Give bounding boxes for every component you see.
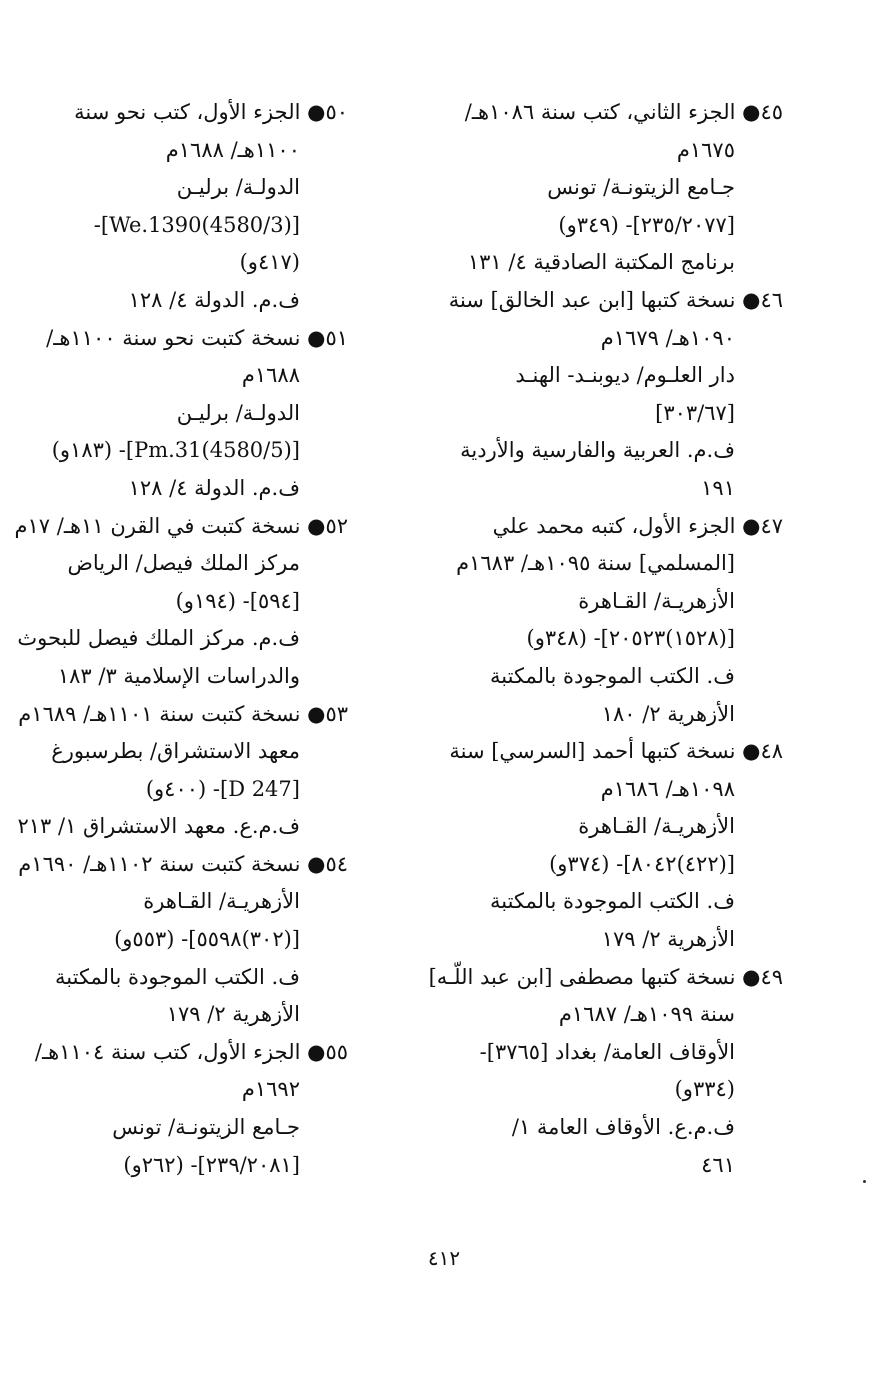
entry-detail-line: دار العلـوم/ ديوبنـد- الهنـد (515, 363, 735, 388)
entry-detail-line: ١٦٧٥م (676, 137, 735, 162)
entry-detail-line: جـامع الزيتونـة/ تونس (112, 1115, 300, 1140)
entry-heading-line: ٤٥● الجزء الثاني، كتب سنة ١٠٨٦هـ/ (464, 100, 783, 124)
entry-detail-line: ف.م. مركز الملك فيصل للبحوث (17, 626, 300, 651)
manuscript-entry (48, 320, 348, 508)
entry-detail-line: [(4580/3)We.1390]- (93, 212, 300, 237)
manuscript-entry (48, 94, 348, 320)
manuscript-entry (14, 508, 348, 696)
entry-heading-line: ٤٨● نسخة كتبها أحمد [السرسي] سنة (449, 739, 783, 764)
entry-detail-line: جـامع الزيتونـة/ تونس (547, 175, 735, 200)
entry-detail-line: سنة ١٠٩٩هـ/ ١٦٨٧م (558, 1002, 735, 1027)
entry-detail-line: ف. الكتب الموجودة بالمكتبة (490, 889, 735, 914)
entry-heading-line: ٥٣● نسخة كتبت سنة ١١٠١هـ/ ١٦٨٩م (18, 701, 348, 726)
manuscript-entry (438, 94, 783, 282)
left-column (14, 94, 348, 1184)
entry-detail-line: ٤٦١ (701, 1152, 735, 1177)
entry-detail-line: الأزهرية ٢/ ١٧٩ (601, 927, 735, 952)
manuscript-entry (438, 733, 783, 959)
entry-detail-line: ١٦٨٨م (241, 363, 300, 388)
entry-detail-line: والدراسات الإسلامية ٣/ ١٨٣ (57, 663, 300, 688)
entry-detail-line: ف.م. العربية والفارسية والأردية (460, 438, 735, 463)
entry-heading-line: ٥١● نسخة كتبت نحو سنة ١١٠٠هـ/ (46, 325, 348, 350)
entry-detail-line: الدولـة/ برليـن (176, 400, 300, 425)
entry-detail-line: ف.م.ع. الأوقاف العامة ١/ (511, 1115, 735, 1140)
entry-detail-line: الأزهريـة/ القـاهرة (578, 588, 735, 613)
entry-detail-line: معهد الاستشراق/ بطرسبورغ (51, 739, 300, 764)
entry-detail-line: الأزهرية ٢/ ١٨٠ (601, 701, 735, 726)
entry-detail-line: [٥٩٤]- (١٩٤و) (175, 588, 300, 613)
entry-detail-line: ف. الكتب الموجودة بالمكتبة (490, 663, 735, 688)
entry-detail-line: ١١٠٠هـ/ ١٦٨٨م (165, 137, 300, 162)
entry-detail-line: [D 247]- (٤٠٠و) (145, 776, 300, 801)
entry-detail-line: [(٣٠٢)٥٥٩٨]- (٥٥٣و) (114, 927, 300, 952)
page-number: ٤١٢ (427, 1246, 461, 1270)
manuscript-entry (34, 1034, 348, 1184)
entry-detail-line: ف.م. الدولة ٤/ ١٢٨ (128, 287, 300, 312)
entry-detail-line: [٢٣٥/٢٠٧٧]- (٣٤٩و) (558, 212, 735, 237)
scan-speck (863, 1180, 866, 1183)
entry-heading-line: ٤٧● الجزء الأول، كتبه محمد علي (492, 513, 783, 538)
entry-detail-line: [٣٠٣/٦٧] (655, 400, 735, 425)
entry-detail-line: [(4580/5)Pm.31]- (١٨٣و) (51, 438, 300, 463)
entry-heading-line: ٥٠● الجزء الأول، كتب نحو سنة (74, 100, 348, 124)
entry-detail-line: (٣٣٤و) (674, 1077, 735, 1102)
entry-detail-line: الدولـة/ برليـن (176, 175, 300, 200)
entry-heading-line: ٥٢● نسخة كتبت في القرن ١١هـ/ ١٧م (14, 513, 348, 538)
manuscript-entry (438, 508, 783, 734)
entry-detail-line: ١٦٩٢م (241, 1077, 300, 1102)
right-column (428, 94, 783, 1184)
entry-detail-line: [المسلمي] سنة ١٠٩٥هـ/ ١٦٨٣م (456, 551, 735, 576)
entry-detail-line: ف. الكتب الموجودة بالمكتبة (55, 964, 300, 989)
entry-detail-line: الأزهرية ٢/ ١٧٩ (166, 1002, 300, 1027)
entry-detail-line: [(١٥٢٨)٢٠٥٢٣]- (٣٤٨و) (526, 626, 735, 651)
entry-heading-line: ٥٥● الجزء الأول، كتب سنة ١١٠٤هـ/ (34, 1039, 348, 1064)
entry-detail-line: الأزهريـة/ القـاهرة (143, 889, 300, 914)
entry-detail-line: ١٩١ (701, 475, 735, 500)
manuscript-entry (438, 282, 783, 508)
entry-detail-line: (٤١٧و) (239, 250, 300, 275)
entry-detail-line: [(٤٢٢)٨٠٤٢]- (٣٧٤و) (549, 851, 735, 876)
entry-detail-line: ف.م.ع. معهد الاستشراق ١/ ٢١٣ (17, 814, 300, 839)
entry-detail-line: برنامج المكتبة الصادقية ٤/ ١٣١ (467, 250, 735, 275)
entry-detail-line: الأزهريـة/ القـاهرة (578, 814, 735, 839)
entry-detail-line: ف.م. الدولة ٤/ ١٢٨ (128, 475, 300, 500)
entry-heading-line: ٤٩● نسخة كتبها مصطفى [ابن عبد اللّـه] (428, 964, 783, 989)
entry-heading-line: ٤٦● نسخة كتبها [ابن عبد الخالق] سنة (448, 287, 783, 312)
entry-heading-line: ٥٤● نسخة كتبت سنة ١١٠٢هـ/ ١٦٩٠م (18, 851, 348, 876)
entry-detail-line: الأوقاف العامة/ بغداد [٣٧٦٥]- (479, 1039, 735, 1064)
manuscript-entry (428, 959, 783, 1185)
manuscript-entry (17, 696, 348, 846)
entry-detail-line: مركز الملك فيصل/ الرياض (67, 551, 300, 576)
entry-detail-line: ١٠٩٨هـ/ ١٦٨٦م (600, 776, 735, 801)
manuscript-entry (18, 846, 348, 1034)
entry-detail-line: [٢٣٩/٢٠٨١]- (٢٦٢و) (123, 1152, 300, 1177)
entry-detail-line: ١٠٩٠هـ/ ١٦٧٩م (600, 325, 735, 350)
